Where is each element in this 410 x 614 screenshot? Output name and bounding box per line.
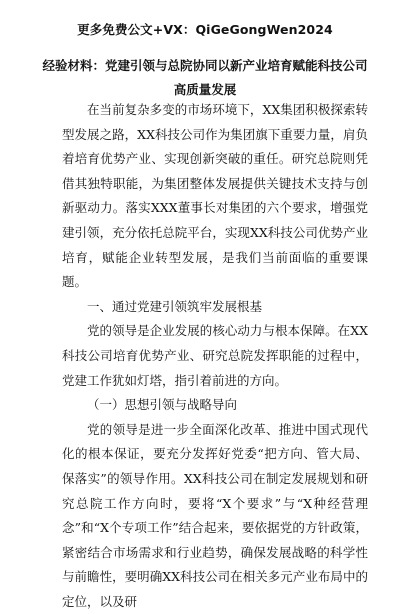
promo-banner: 更多免费公文+VX：QiGeGongWen2024	[77, 22, 333, 37]
section-heading-1: 一、通过党建引领筑牢发展根基	[87, 298, 263, 314]
document-body	[62, 98, 368, 614]
document-title: 经验材料：党建引领与总院协同以新产业培育赋能科技公司高质量发展	[42, 58, 368, 97]
intro-paragraph: 在当前复杂多变的市场环境下，XX集团积极探索转型发展之路，XX科技公司作为集团旗下重要力量，肩负着培育优势产业、实现创新突破的重任。研究总院则凭借其独特职能，为集团整体发展提供关键技术支持与创新驱动力。落实XXX董事长对集团的六个要求，增强党建引领，充分依托总院平台，实现XX科技公司优势产业培育，赋能企业转型发展，是我们当前面临的重要课题。	[62, 102, 368, 290]
section-1-paragraph: 党的领导是企业发展的核心动力与根本保障。在XX科技公司培育优势产业、研究总院发挥职能的过程中，党建工作犹如灯塔，指引着前进的方向。	[62, 323, 368, 388]
subsection-heading-1: （一）思想引领与战略导向	[87, 397, 238, 413]
subsection-1-paragraph: 党的领导是进一步全面深化改革、推进中国式现代化的根本保证，要充分发挥好党委“把方向、管大局、保落实”的领导作用。XX科技公司在制定发展规划和研究总院工作方向时，要将“X个要求”与“X种经营理念”和“X个专项工作”结合起来，要依据党的方针政策，紧密结合市场需求和行业趋势，确保发展战略的科学性与前瞻性，要明确XX科技公司在相关多元产业布局中的定位，以及研	[62, 421, 368, 609]
